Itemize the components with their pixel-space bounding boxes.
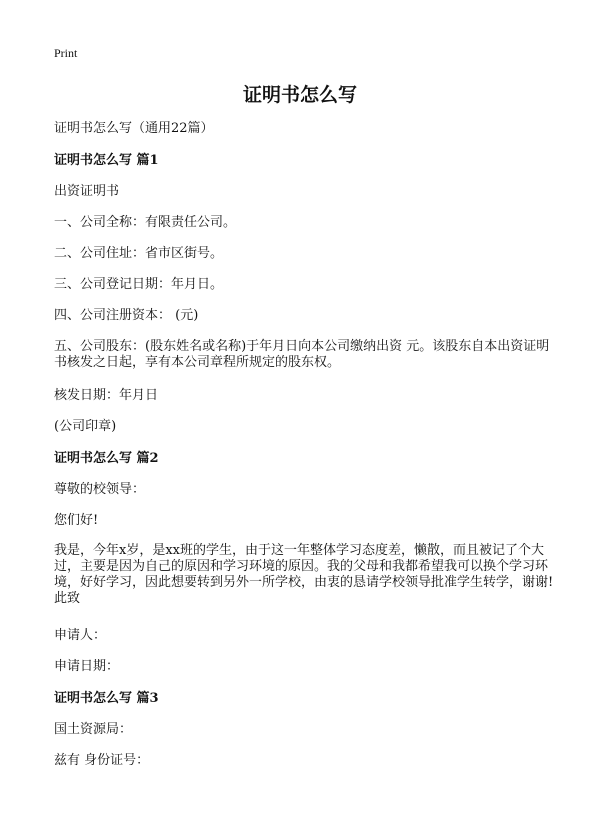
paragraph: 四、公司注册资本： (元) xyxy=(54,308,199,323)
section-heading: 证明书怎么写 篇1 xyxy=(54,153,159,168)
section-heading: 证明书怎么写 篇2 xyxy=(54,451,159,466)
paragraph: 五、公司股东：(股东姓名或名称)于年月日向本公司缴纳出资 元。该股东自本出资证明书核发之日起，享有本公司章程所规定的股东权。 xyxy=(54,339,550,370)
paragraph: 一、公司全称：有限责任公司。 xyxy=(54,215,237,230)
paragraph: 您们好! xyxy=(54,513,99,528)
paragraph: 三、公司登记日期：年月日。 xyxy=(54,277,224,292)
paragraph: 二、公司住址：省市区街号。 xyxy=(54,246,224,261)
paragraph: 尊敬的校领导： xyxy=(54,482,146,497)
paragraph: 出资证明书 xyxy=(54,184,120,199)
paragraph: 申请人： xyxy=(54,628,107,643)
paragraph: 申请日期： xyxy=(54,659,120,674)
paragraph: 国土资源局： xyxy=(54,722,133,737)
paragraph: 我是，今年x岁，是xx班的学生，由于这一年整体学习态度差，懒散，而且被记了个大过，主要是因为自己的原因和学习环境的原因。我的父母和我都希望我可以换个学习环境，好好学习，因此想要转到另外一所学校，由衷的恳请学校领导批准学生转学，谢谢!此致 xyxy=(54,543,554,606)
paragraph: 核发日期：年月日 xyxy=(54,388,159,403)
document-subtitle: 证明书怎么写（通用22篇） xyxy=(54,121,214,136)
document-title: 证明书怎么写 xyxy=(242,84,357,106)
section-heading: 证明书怎么写 篇3 xyxy=(54,691,159,706)
paragraph: 兹有 身份证号： xyxy=(54,753,150,768)
paragraph: (公司印章) xyxy=(54,419,117,434)
print-link[interactable]: Print xyxy=(54,46,78,60)
